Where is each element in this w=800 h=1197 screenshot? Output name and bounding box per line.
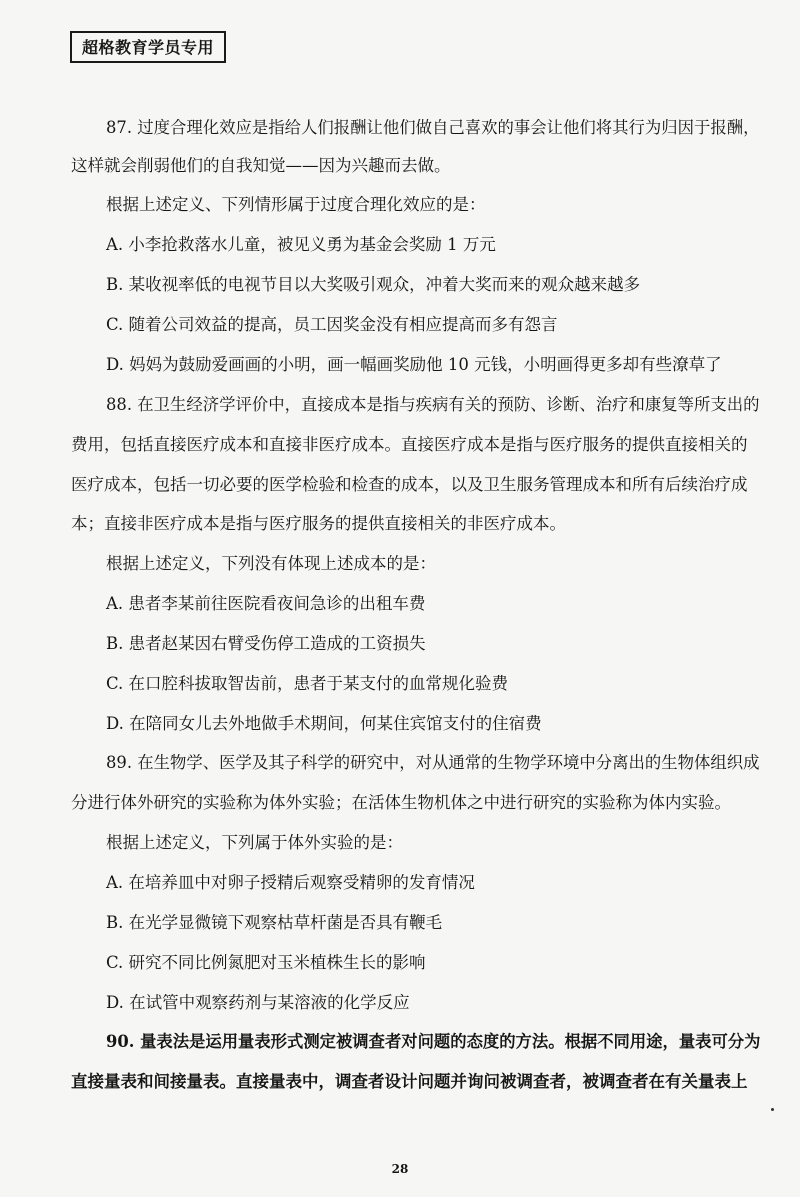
q88-line-2: 费用，包括直接医疗成本和直接非医疗成本。直接医疗成本是指与医疗服务的提供直接相关的 (71, 435, 748, 454)
scan-speck (771, 1108, 774, 1111)
q89-line-1: 89. 在生物学、医学及其子科学的研究中，对从通常的生物学环境中分离出的生物体组织成 (106, 753, 760, 772)
q88-line-4: 本；直接非医疗成本是指与医疗服务的提供直接相关的非医疗成本。 (71, 514, 566, 533)
q87-option-a: A. 小李抢救落水儿童，被见义勇为基金会奖励 1 万元 (106, 235, 496, 254)
q87-option-b: B. 某收视率低的电视节目以大奖吸引观众，冲着大奖而来的观众越来越多 (106, 275, 641, 294)
q90-line-1: 90. 量表法是运用量表形式测定被调查者对问题的态度的方法。根据不同用途，量表可分为 (106, 1032, 761, 1051)
q88-stem: 根据上述定义，下列没有体现上述成本的是： (106, 554, 436, 573)
q88-line-1: 88. 在卫生经济学评价中，直接成本是指与疾病有关的预防、诊断、治疗和康复等所支出的 (106, 395, 760, 414)
q88-option-c: C. 在口腔科拔取智齿前，患者于某支付的血常规化验费 (106, 674, 509, 693)
q89-option-d: D. 在试管中观察药剂与某溶液的化学反应 (106, 993, 410, 1012)
page-number: 28 (391, 1162, 409, 1176)
q88-option-b: B. 患者赵某因右臂受伤停工造成的工资损失 (106, 634, 426, 653)
q87-line-2: 这样就会削弱他们的自我知觉——因为兴趣而去做。 (71, 156, 451, 175)
q89-option-a: A. 在培养皿中对卵子授精后观察受精卵的发育情况 (106, 873, 475, 892)
q87-option-d: D. 妈妈为鼓励爱画画的小明，画一幅画奖励他 10 元钱，小明画得更多却有些潦草了 (106, 355, 722, 374)
q88-option-d: D. 在陪同女儿去外地做手术期间，何某住宾馆支付的住宿费 (106, 714, 542, 733)
q89-option-b: B. 在光学显微镜下观察枯草杆菌是否具有鞭毛 (106, 913, 443, 932)
q87-option-c: C. 随着公司效益的提高，员工因奖金没有相应提高而多有怨言 (106, 315, 558, 334)
q89-option-c: C. 研究不同比例氮肥对玉米植株生长的影响 (106, 953, 426, 972)
q87-stem: 根据上述定义、下列情形属于过度合理化效应的是： (106, 195, 486, 214)
q87-line-1: 87. 过度合理化效应是指给人们报酬让他们做自己喜欢的事会让他们将其行为归因于报酬， (106, 118, 760, 137)
q89-stem: 根据上述定义，下列属于体外实验的是： (106, 833, 403, 852)
header-label: 超格教育学员专用 (70, 31, 226, 63)
q88-line-3: 医疗成本，包括一切必要的医学检验和检查的成本，以及卫生服务管理成本和所有后续治疗成 (71, 475, 748, 494)
q88-option-a: A. 患者李某前往医院看夜间急诊的出租车费 (106, 594, 426, 613)
q89-line-2: 分进行体外研究的实验称为体外实验；在活体生物机体之中进行研究的实验称为体内实验。 (71, 793, 731, 812)
q90-line-2: 直接量表和间接量表。直接量表中，调查者设计问题并询问被调查者，被调查者在有关量表上 (71, 1072, 748, 1091)
